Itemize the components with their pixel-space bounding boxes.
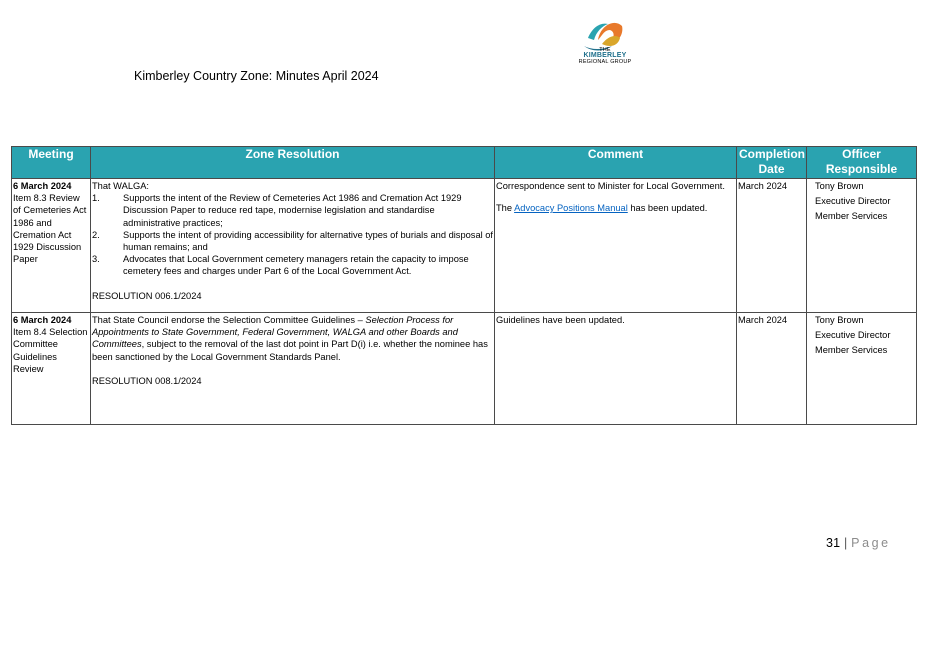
meeting-date: 6 March 2024 — [13, 315, 72, 325]
officer-cell — [807, 313, 917, 425]
page-separator: | — [844, 536, 848, 550]
comment-paragraph: Correspondence sent to Minister for Local Government. — [496, 181, 725, 191]
page-word: Page — [851, 536, 891, 550]
resolution-item — [92, 192, 493, 229]
meeting-date: 6 March 2024 — [13, 181, 72, 191]
page-number — [826, 536, 891, 550]
column-header-completion-date: Completion Date — [737, 147, 807, 179]
resolution-item-number: 3. — [92, 254, 100, 265]
resolution-number: RESOLUTION 008.1/2024 — [92, 375, 202, 386]
resolution-list — [92, 192, 493, 277]
column-header-officer-responsible: Officer Responsible — [807, 147, 917, 179]
table-header-row — [12, 147, 917, 179]
meeting-cell — [12, 313, 91, 425]
officer-department: Member Services — [815, 211, 888, 222]
page-number-value: 31 — [826, 536, 841, 550]
officer-name: Tony Brown — [815, 181, 864, 191]
officer-name: Tony Brown — [815, 315, 864, 325]
logo-text — [576, 47, 634, 65]
logo-text-big: KIMBERLEY — [583, 52, 627, 59]
comment-text: The — [496, 203, 515, 214]
logo-text-sub: REGIONAL GROUP — [578, 59, 632, 65]
resolution-item-text: Advocates that Local Government cemetery managers retain the capacity to impose cemetery fees and charges under Part 6 of the Local Government Act. — [123, 254, 469, 277]
resolution-item-text: Supports the intent of the Review of Cemeteries Act 1986 and Cremation Act 1929 Discussion Paper to reduce red tape, modernise legislation and standardise administrative practices; — [123, 193, 462, 228]
resolution-intro: That WALGA: — [92, 181, 150, 191]
comment-cell — [495, 179, 737, 313]
resolution-text-italic: Selection Process for Appointments to State Government, Federal Government, WALGA and other Boards and Committees — [92, 315, 458, 350]
comment-paragraph — [496, 202, 735, 214]
document-title: Kimberley Country Zone: Minutes April 2024 — [134, 69, 379, 83]
resolution-number: RESOLUTION 006.1/2024 — [92, 290, 202, 301]
resolution-item-text: Supports the intent of providing accessibility for alternative types of burials and disposal of human remains; and — [123, 229, 494, 253]
resolution-text-pre: That State Council endorse the Selection Committee Guidelines – — [92, 315, 366, 325]
table-row — [12, 179, 917, 313]
comment-cell: Guidelines have been updated. — [495, 313, 737, 425]
officer-department: Member Services — [815, 345, 888, 356]
table-row — [12, 313, 917, 425]
comment-text: has been updated. — [627, 203, 708, 214]
completion-date-cell: March 2024 — [737, 313, 807, 425]
officer-title: Executive Director — [815, 330, 891, 341]
column-header-zone-resolution: Zone Resolution — [91, 147, 495, 179]
resolution-item — [92, 229, 493, 253]
resolution-item-number: 2. — [92, 229, 100, 240]
officer-cell — [807, 179, 917, 313]
officer-title: Executive Director — [815, 196, 891, 207]
column-header-meeting: Meeting — [12, 147, 91, 179]
meeting-item: Item 8.4 Selection Committee Guidelines Review — [13, 327, 88, 374]
minutes-table — [11, 146, 917, 425]
resolution-item-number: 1. — [92, 193, 100, 204]
meeting-item: Item 8.3 Review of Cemeteries Act 1986 and Cremation Act 1929 Discussion Paper — [13, 193, 87, 265]
resolution-cell — [91, 313, 495, 425]
column-header-comment: Comment — [495, 147, 737, 179]
resolution-item — [92, 253, 493, 277]
completion-date-cell: March 2024 — [737, 179, 807, 313]
meeting-cell — [12, 179, 91, 313]
logo-text-small: THE — [599, 47, 611, 53]
advocacy-positions-manual-link[interactable]: Advocacy Positions Manual — [514, 203, 628, 214]
resolution-text — [92, 314, 493, 363]
resolution-cell — [91, 179, 495, 313]
resolution-text-post: , subject to the removal of the last dot point in Part D(i) i.e. whether the nominee has been sanctioned by the Local Government Standards Panel. — [92, 339, 488, 362]
